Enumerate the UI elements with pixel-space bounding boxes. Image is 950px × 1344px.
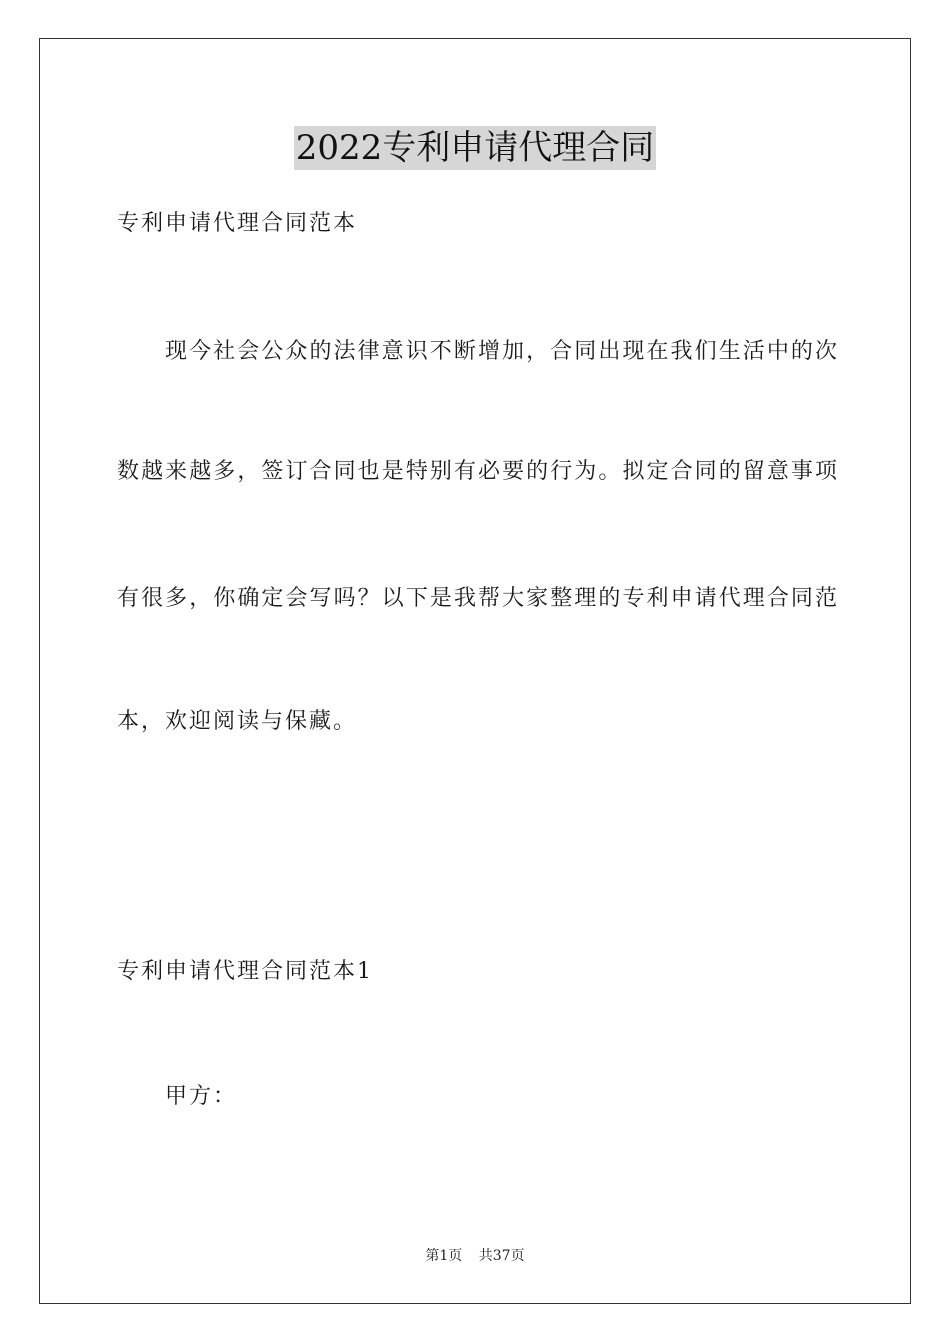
document-title: 2022专利申请代理合同 xyxy=(295,128,655,168)
document-subtitle: 专利申请代理合同范本 xyxy=(117,211,358,236)
page-number-total: 共37页 xyxy=(478,1248,525,1264)
party-a-label: 甲方： xyxy=(165,1084,238,1109)
intro-line-4: 本，欢迎阅读与保藏。 xyxy=(117,709,358,734)
title-container xyxy=(0,126,950,170)
page-footer xyxy=(0,1246,950,1266)
intro-line-3: 有很多，你确定会写吗？以下是我帮大家整理的专利申请代理合同范 xyxy=(117,586,837,611)
intro-line-2: 数越来越多，签订合同也是特别有必要的行为。拟定合同的留意事项 xyxy=(117,459,837,484)
page-number-current: 第1页 xyxy=(425,1248,463,1264)
intro-line-1: 现今社会公众的法律意识不断增加，合同出现在我们生活中的次 xyxy=(165,339,837,364)
section-heading: 专利申请代理合同范本1 xyxy=(117,959,373,984)
